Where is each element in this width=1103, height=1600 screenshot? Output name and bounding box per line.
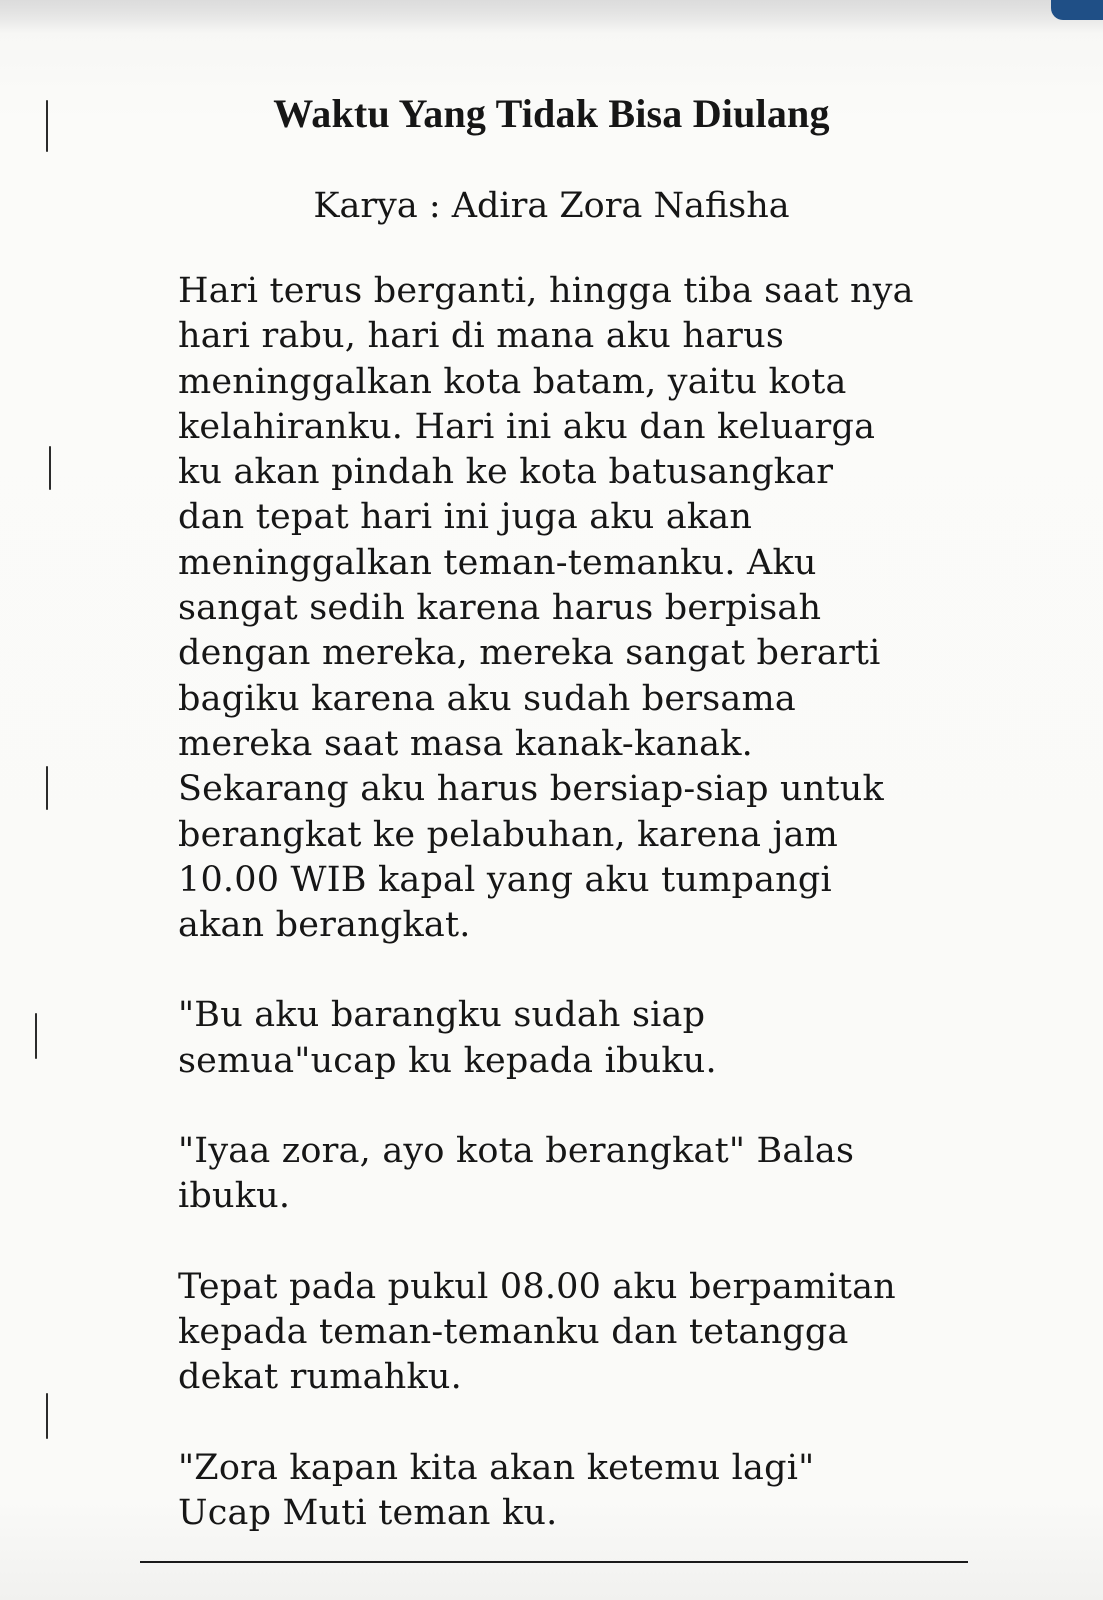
paragraph-4 (178, 1265, 978, 1401)
bottom-rule-divider (140, 1561, 968, 1563)
text-line: "Bu aku barangku sudah siap (178, 995, 706, 1036)
text-line: dengan mereka, mereka sangat berarti (178, 633, 881, 674)
text-line: akan berangkat. (178, 905, 471, 946)
document-title: Waktu Yang Tidak Bisa Diulang (273, 91, 830, 136)
text-line: sangat sedih karena harus berpisah (178, 588, 822, 629)
text-line: ibuku. (178, 1176, 291, 1217)
text-line: ku akan pindah ke kota batusangkar (178, 452, 834, 493)
text-line: bagiku karena aku sudah bersama (178, 678, 796, 719)
text-line: berangkat ke pelabuhan, karena jam (178, 814, 839, 855)
margin-mark (35, 1013, 37, 1059)
paragraph-5 (178, 1446, 978, 1537)
text-line: mereka saat masa kanak-kanak. (178, 723, 753, 764)
text-line: Hari terus berganti, hingga tiba saat nya (178, 271, 914, 311)
text-line: dan tepat hari ini juga aku akan (178, 497, 753, 538)
text-line: dekat rumahku. (178, 1357, 462, 1398)
author-line: Karya : Adira Zora Nafisha (313, 186, 790, 226)
page-top-shadow (0, 0, 1103, 34)
margin-mark (46, 766, 48, 810)
corner-tab (1051, 0, 1103, 20)
text-line: Sekarang aku harus bersiap-siap untuk (178, 769, 884, 810)
story-body (178, 269, 978, 1581)
text-line: meninggalkan teman-temanku. Aku (178, 542, 817, 583)
text-line: meninggalkan kota batam, yaitu kota (178, 361, 847, 402)
text-line: Ucap Muti teman ku. (178, 1492, 558, 1533)
paragraph-2 (178, 993, 978, 1084)
text-line: kepada teman-temanku dan tetangga (178, 1311, 849, 1352)
text-line: "Iyaa zora, ayo kota berangkat" Balas (178, 1131, 855, 1172)
margin-mark (49, 446, 51, 490)
paragraph-1 (178, 269, 978, 948)
text-line: kelahiranku. Hari ini aku dan keluarga (178, 406, 876, 447)
text-line: "Zora kapan kita akan ketemu lagi" (178, 1447, 815, 1488)
margin-mark (46, 1393, 48, 1439)
paragraph-3 (178, 1129, 978, 1220)
text-line: 10.00 WIB kapal yang aku tumpangi (178, 859, 832, 900)
text-line: Tepat pada pukul 08.00 aku berpamitan (178, 1266, 896, 1307)
text-line: semua"ucap ku kepada ibuku. (178, 1040, 717, 1081)
text-line: hari rabu, hari di mana aku harus (178, 316, 785, 357)
